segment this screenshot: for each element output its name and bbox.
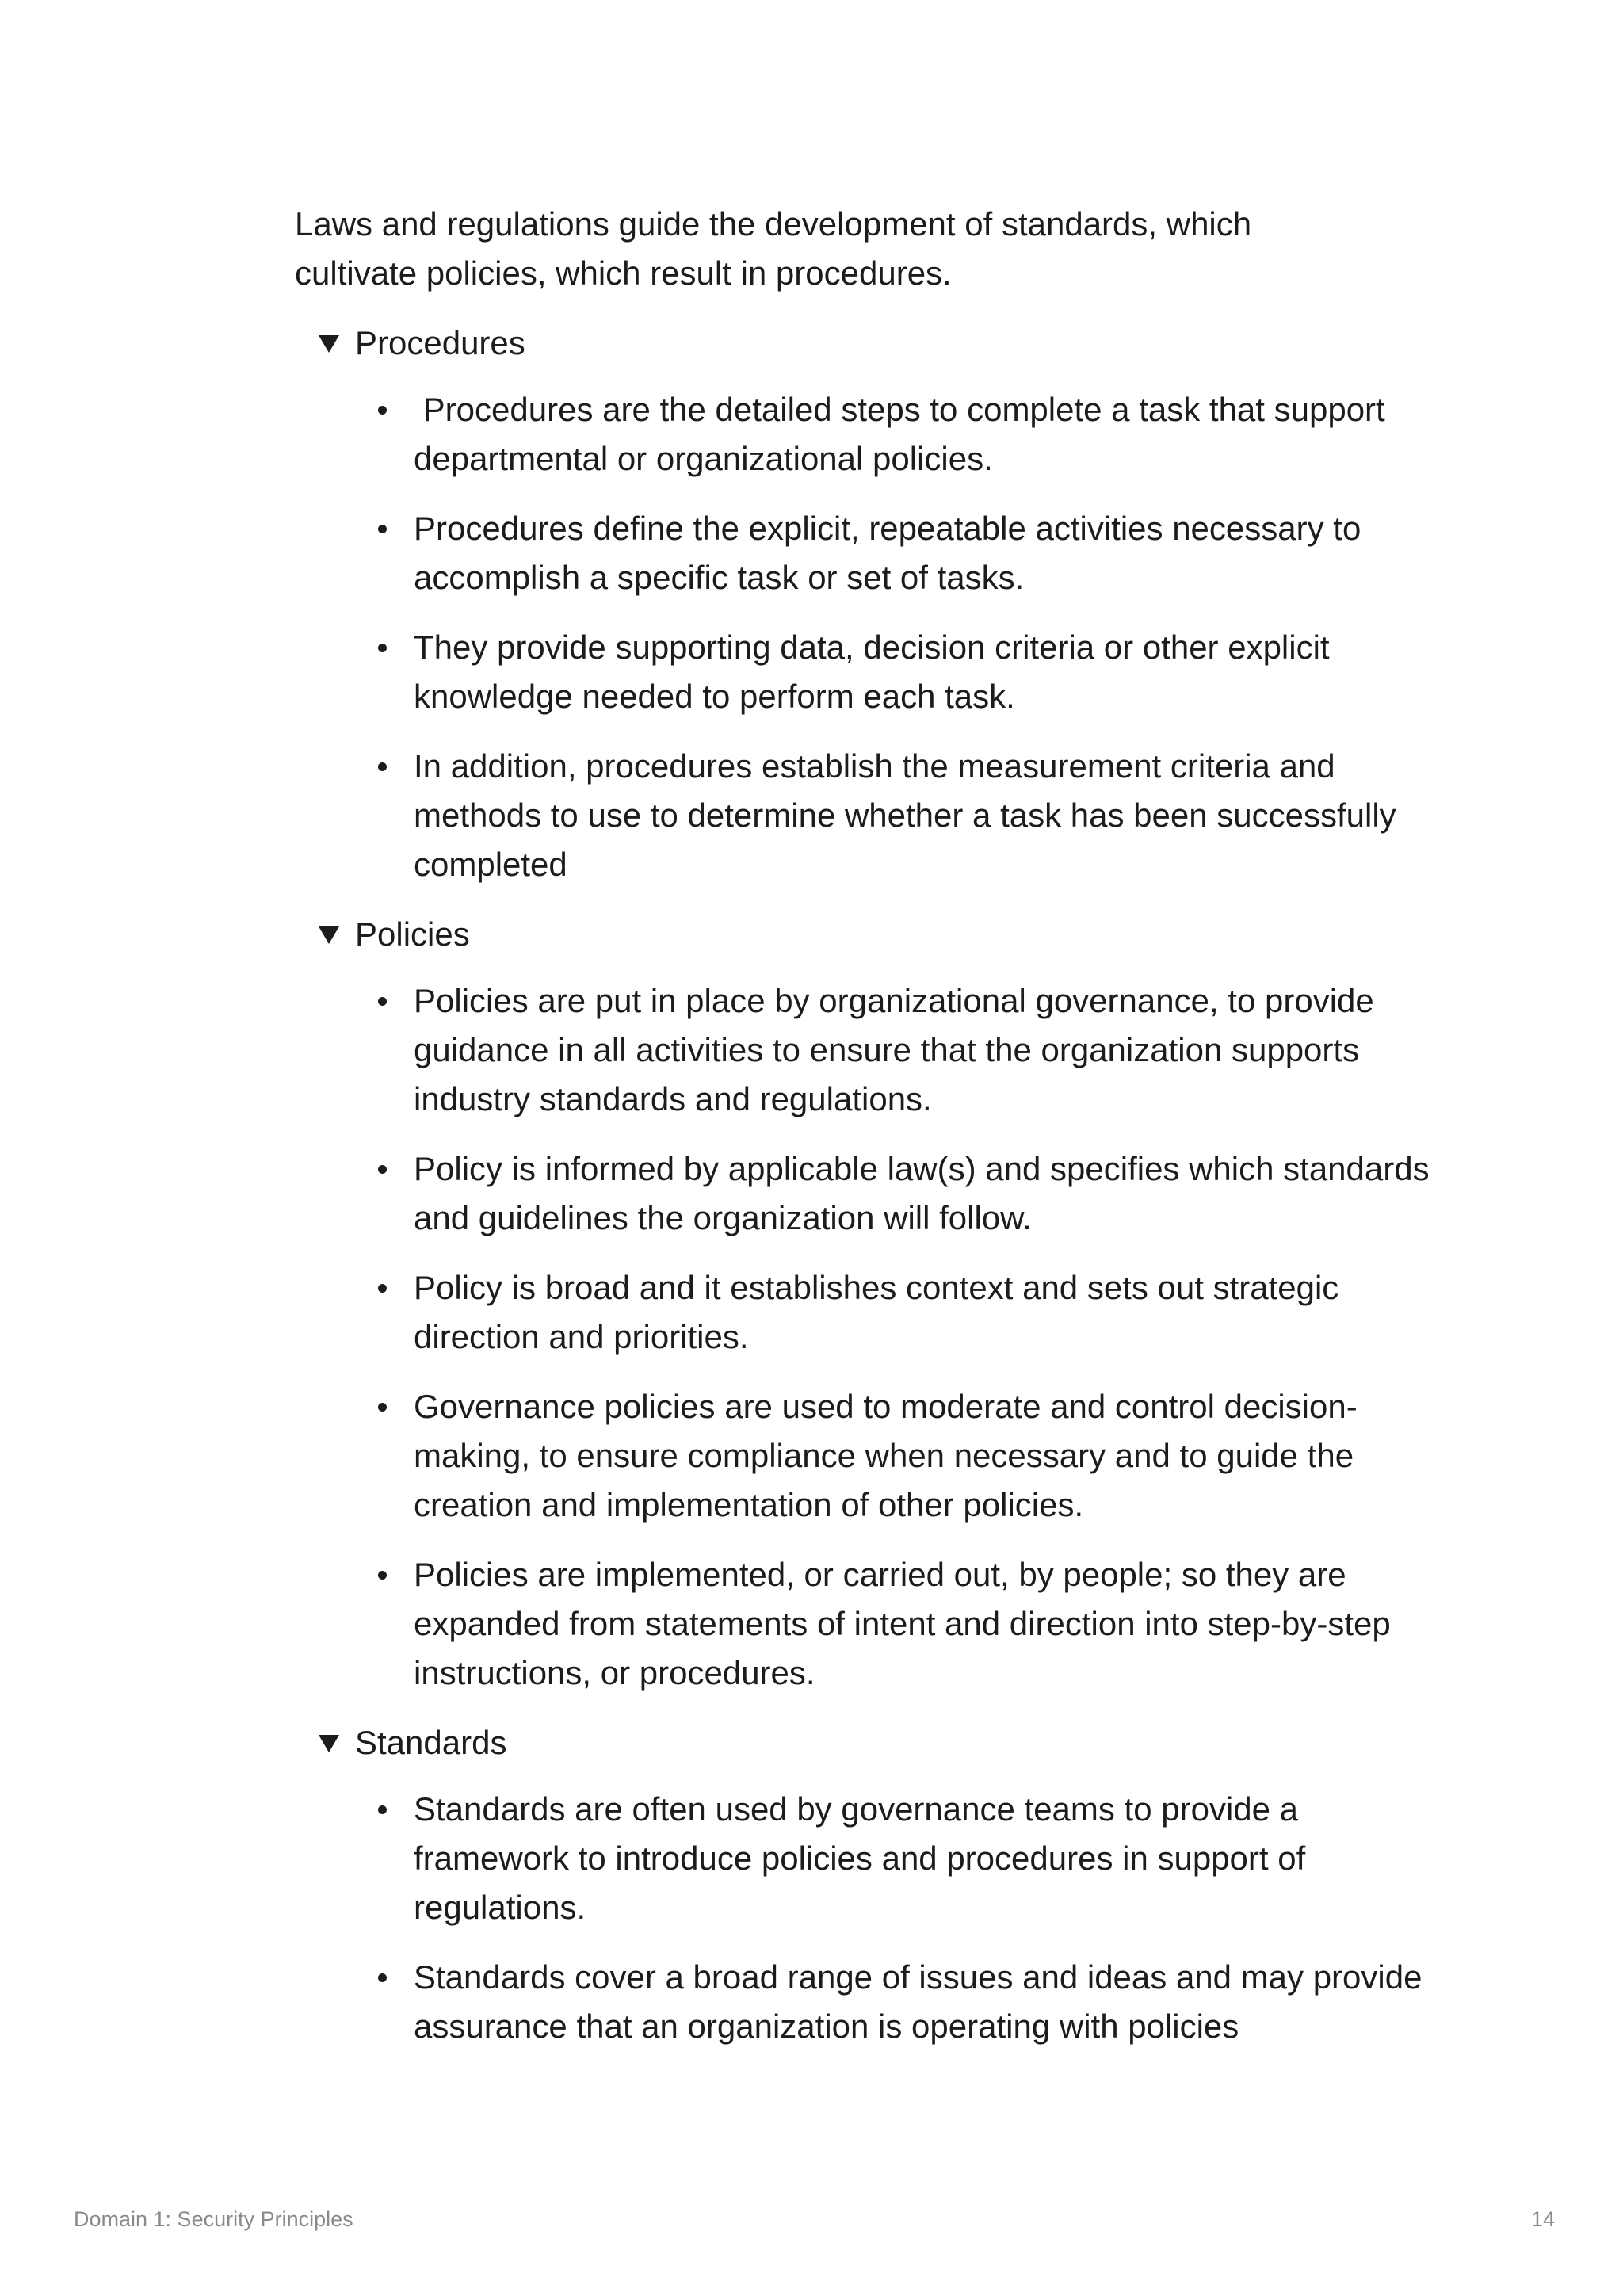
list-item: Policy is broad and it establishes context and sets out strategic direction and priorities. [319,1263,1458,1362]
list-item: Policies are implemented, or carried out, by people; so they are expanded from statements of intent and direction into step-by-step instructions, or procedures. [319,1550,1458,1698]
bullet-list-policies [319,976,1436,1698]
bullet-list-standards [319,1785,1436,2051]
footer-section-title: Domain 1: Security Principles [74,2207,353,2231]
page-content [295,200,1436,2072]
toggle-title: Procedures [355,324,525,361]
toggle-policies [319,910,1436,1698]
list-item: Policies are put in place by organizational governance, to provide guidance in all activities to ensure that the organization supports industry standards and regulations. [319,976,1458,1124]
list-item: In addition, procedures establish the measurement criteria and methods to use to determine whether a task has been successfully completed [319,742,1458,889]
toggle-title: Standards [355,1724,507,1761]
list-item: Policy is informed by applicable law(s) and specifies which standards and guidelines the organization will follow. [319,1144,1458,1243]
toggle-header-procedures[interactable] [319,319,1436,368]
triangle-down-icon[interactable] [319,926,339,944]
toggle-standards [319,1718,1436,2051]
toggle-procedures [319,319,1436,889]
list-item: Standards cover a broad range of issues and ideas and may provide assurance that an organization is operating with policies [319,1953,1458,2051]
list-item: Procedures are the detailed steps to complete a task that support departmental or organizational policies. [319,385,1458,483]
intro-paragraph: Laws and regulations guide the development of standards, which cultivate policies, which result in procedures. [295,205,1252,292]
toggle-header-policies[interactable] [319,910,1436,959]
toggle-title: Policies [355,915,470,953]
list-item: Standards are often used by governance teams to provide a framework to introduce policies and procedures in support of regulations. [319,1785,1458,1932]
bullet-list-procedures [319,385,1436,889]
page-number: 14 [1531,2207,1556,2231]
toggle-header-standards[interactable] [319,1718,1436,1767]
triangle-down-icon[interactable] [319,1735,339,1752]
list-item: Governance policies are used to moderate and control decision-making, to ensure compliance when necessary and to guide the creation and implementation of other policies. [319,1382,1458,1530]
list-item: Procedures define the explicit, repeatable activities necessary to accomplish a specific task or set of tasks. [319,504,1458,602]
list-item: They provide supporting data, decision criteria or other explicit knowledge needed to perform each task. [319,623,1458,721]
triangle-down-icon[interactable] [319,335,339,353]
